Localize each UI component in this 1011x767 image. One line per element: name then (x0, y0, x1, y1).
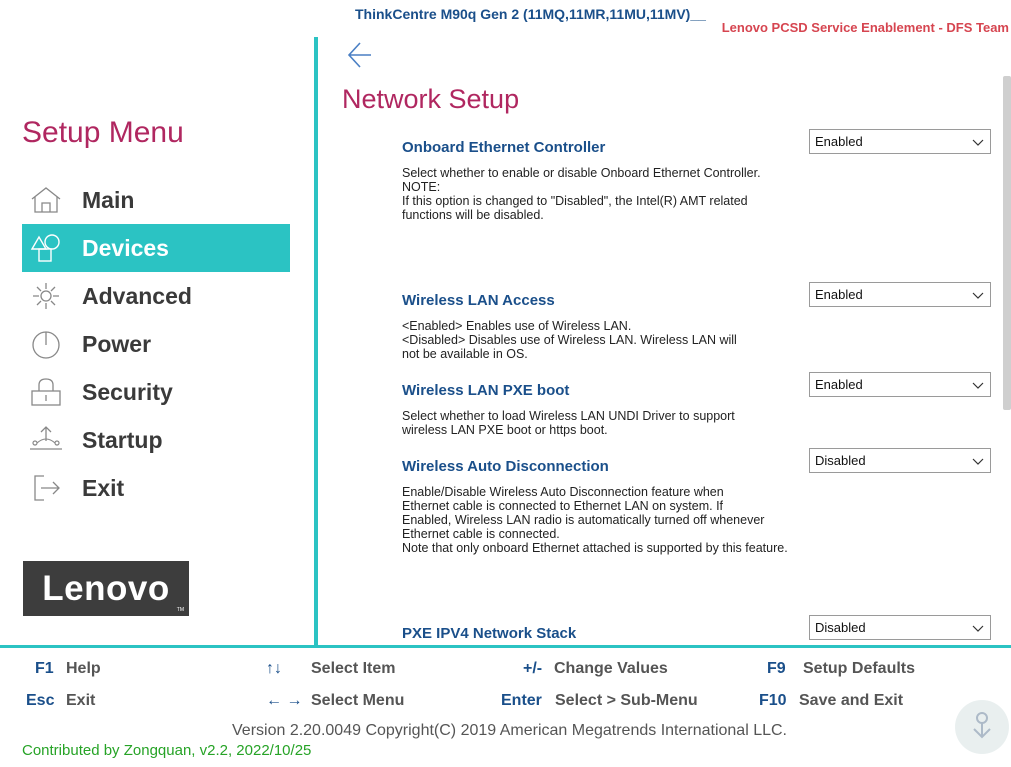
setting-wireless-auto-disconnect (402, 453, 992, 555)
key-save-exit-label: Save and Exit (799, 692, 904, 709)
key-select-item-label: Select Item (311, 660, 396, 677)
setting-pxe-ipv4 (402, 620, 992, 642)
key-exit-label: Exit (66, 692, 96, 709)
wireless-lan-pxe-select[interactable] (809, 372, 991, 397)
menu-label-power: Power (82, 330, 152, 357)
lenovo-logo (23, 561, 189, 616)
back-arrow-icon[interactable] (345, 38, 375, 72)
power-icon (28, 326, 64, 362)
description-line: Select whether to load Wireless LAN UNDI Driver to support (402, 409, 735, 423)
chevron-down-icon (972, 289, 984, 301)
setting-wireless-lan-pxe (402, 377, 992, 437)
settings-panel (322, 120, 1002, 645)
description-line: Ethernet cable is connected to Ethernet LAN on system. If (402, 499, 724, 513)
key-f9: F9 (767, 660, 786, 677)
description-line: NOTE: (402, 180, 441, 194)
description-line: If this option is changed to "Disabled", the Intel(R) AMT related (402, 194, 748, 208)
chevron-down-icon (972, 622, 984, 634)
key-esc: Esc (26, 692, 55, 709)
select-value: Disabled (815, 453, 866, 468)
advanced-icon (28, 278, 64, 314)
setting-title: Wireless LAN Access (402, 292, 555, 309)
key-change-values-label: Change Values (554, 660, 668, 677)
exit-icon (28, 470, 64, 506)
description-line: wireless LAN PXE boot or https boot. (402, 423, 608, 437)
menu-item-devices[interactable] (22, 224, 290, 272)
arrows-leftright-icon: ← → (266, 692, 303, 709)
setting-description (402, 409, 822, 437)
description-line: functions will be disabled. (402, 208, 544, 222)
menu-item-security[interactable] (22, 368, 290, 416)
select-value: Enabled (815, 134, 863, 149)
description-line: Enabled, Wireless LAN radio is automatically turned off whenever (402, 513, 765, 527)
devices-icon (28, 230, 64, 266)
menu-label-security: Security (82, 378, 173, 405)
setup-menu (22, 176, 290, 512)
pxe-ipv4-select[interactable] (809, 615, 991, 640)
key-legend-footer (0, 648, 1011, 767)
contributed-text: Contributed by Zongquan, v2.2, 2022/10/25 (22, 742, 312, 759)
description-line: Enable/Disable Wireless Auto Disconnection feature when (402, 485, 724, 499)
description-line: Note that only onboard Ethernet attached is supported by this feature. (402, 541, 788, 555)
version-text: Version 2.20.0049 Copyright(C) 2019 American Megatrends International LLC. (232, 722, 787, 739)
select-value: Enabled (815, 377, 863, 392)
description-line: Ethernet cable is connected. (402, 527, 560, 541)
menu-item-power[interactable] (22, 320, 290, 368)
chevron-down-icon (972, 455, 984, 467)
menu-label-devices: Devices (82, 234, 169, 261)
credit-text: Lenovo PCSD Service Enablement - DFS Team (721, 20, 1009, 35)
select-value: Disabled (815, 620, 866, 635)
key-plus-minus: +/- (523, 660, 543, 677)
startup-icon (28, 422, 64, 458)
setting-onboard-ethernet (402, 134, 992, 222)
setting-description (402, 319, 822, 361)
lock-icon (28, 374, 64, 410)
menu-label-startup: Startup (82, 426, 163, 453)
setting-title: Wireless LAN PXE boot (402, 382, 570, 399)
description-line: not be available in OS. (402, 347, 528, 361)
wireless-lan-access-select[interactable] (809, 282, 991, 307)
menu-item-exit[interactable] (22, 464, 290, 512)
onboard-ethernet-select[interactable] (809, 129, 991, 154)
arrows-updown-icon: ↑↓ (266, 660, 282, 677)
setting-wireless-lan-access (402, 287, 992, 361)
menu-item-advanced[interactable] (22, 272, 290, 320)
scrollbar-thumb[interactable] (1003, 76, 1011, 410)
wireless-auto-disconnect-select[interactable] (809, 448, 991, 473)
setting-title: Wireless Auto Disconnection (402, 458, 609, 475)
setting-description (402, 166, 822, 222)
key-f10: F10 (759, 692, 787, 709)
menu-label-advanced: Advanced (82, 282, 192, 309)
chevron-down-icon (972, 379, 984, 391)
setting-title: Onboard Ethernet Controller (402, 139, 606, 156)
menu-label-main: Main (82, 186, 135, 213)
home-icon (28, 182, 64, 218)
key-select-menu-label: Select Menu (311, 692, 405, 709)
key-submenu-label: Select > Sub-Menu (555, 692, 698, 709)
menu-item-startup[interactable] (22, 416, 290, 464)
vertical-divider (314, 37, 318, 646)
key-help-label: Help (66, 660, 101, 677)
model-title: ThinkCentre M90q Gen 2 (11MQ,11MR,11MU,11MV)__ (355, 6, 706, 22)
menu-label-exit: Exit (82, 474, 125, 501)
setting-description (402, 485, 822, 555)
logo-trademark: TM (176, 607, 184, 613)
menu-item-main[interactable] (22, 176, 290, 224)
key-setup-defaults-label: Setup Defaults (803, 660, 916, 677)
description-line: <Disabled> Disables use of Wireless LAN. Wireless LAN will (402, 333, 737, 347)
page-title: Network Setup (342, 84, 520, 114)
logo-text: Lenovo (42, 568, 170, 608)
description-line: Select whether to enable or disable Onboard Ethernet Controller. (402, 166, 761, 180)
sidebar (0, 36, 314, 645)
chevron-down-icon (972, 136, 984, 148)
description-line: <Enabled> Enables use of Wireless LAN. (402, 319, 632, 333)
key-enter: Enter (501, 692, 542, 709)
select-value: Enabled (815, 287, 863, 302)
watermark-logo-icon (955, 700, 1009, 754)
setup-menu-title: Setup Menu (22, 116, 184, 149)
setting-title: PXE IPV4 Network Stack (402, 625, 577, 642)
key-f1: F1 (35, 660, 54, 677)
